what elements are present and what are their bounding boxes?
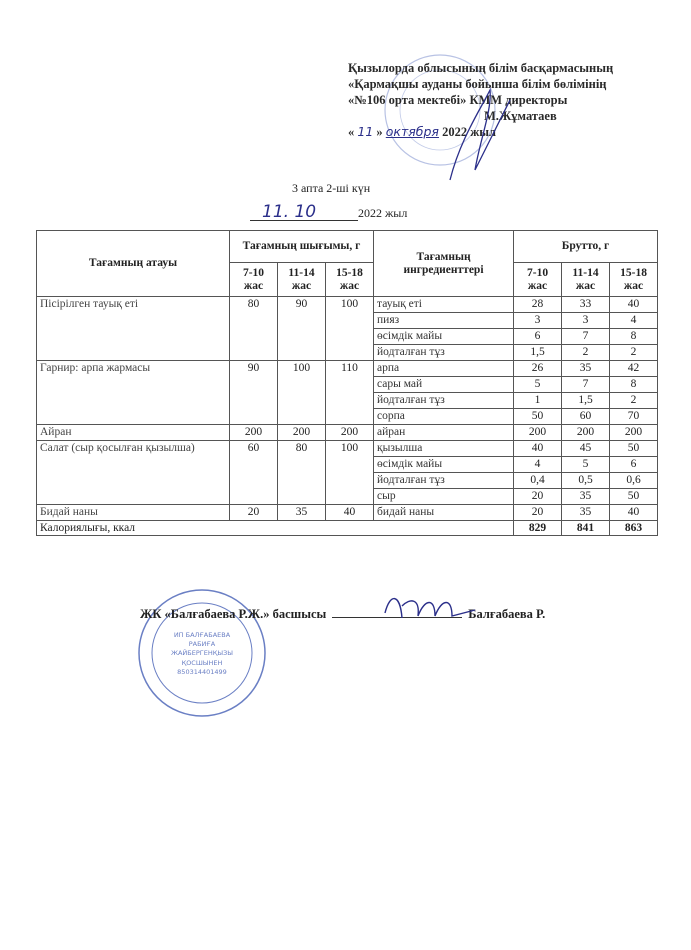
brutto-value: 2 bbox=[610, 393, 658, 409]
dish-output: 90 bbox=[278, 297, 326, 361]
menu-date-year: 2022 жыл bbox=[358, 206, 408, 220]
brutto-value: 2 bbox=[562, 345, 610, 361]
age-group: 15-18 жас bbox=[610, 263, 658, 297]
header-brutto: Брутто, г bbox=[514, 231, 658, 263]
dish-output: 80 bbox=[230, 297, 278, 361]
age-group: 7-10 жас bbox=[230, 263, 278, 297]
brutto-value: 5 bbox=[514, 377, 562, 393]
ingredient-name: йодталған тұз bbox=[374, 345, 514, 361]
menu-date bbox=[250, 204, 407, 221]
dish-output: 100 bbox=[278, 361, 326, 425]
brutto-value: 50 bbox=[610, 441, 658, 457]
age-group: 7-10 жас bbox=[514, 263, 562, 297]
stamp-line-4: ҚОСШЫНЕН bbox=[181, 659, 223, 667]
brutto-value: 0,4 bbox=[514, 473, 562, 489]
stamp-line-1: ИП БАЛҒАБАЕВА bbox=[173, 631, 231, 639]
dish-name: Салат (сыр қосылған қызылша) bbox=[37, 441, 230, 505]
brutto-value: 4 bbox=[610, 313, 658, 329]
header-dish: Тағамның атауы bbox=[37, 231, 230, 297]
brutto-value: 45 bbox=[562, 441, 610, 457]
ingredient-name: өсімдік майы bbox=[374, 329, 514, 345]
approval-line-2: «Қармақшы ауданы бойынша білім бөлімінің bbox=[348, 77, 607, 91]
calories-label: Калориялығы, ккал bbox=[37, 521, 514, 536]
brutto-value: 8 bbox=[610, 329, 658, 345]
brutto-value: 0,6 bbox=[610, 473, 658, 489]
brutto-value: 6 bbox=[610, 457, 658, 473]
dish-output: 100 bbox=[326, 297, 374, 361]
stamp-line-2: РАБИҒА bbox=[188, 640, 216, 648]
brutto-value: 28 bbox=[514, 297, 562, 313]
dish-output: 40 bbox=[326, 505, 374, 521]
brutto-value: 200 bbox=[610, 425, 658, 441]
date-close-quote: » bbox=[376, 125, 383, 139]
menu-date-handwritten: 11. 10 bbox=[250, 204, 358, 221]
brutto-value: 1,5 bbox=[514, 345, 562, 361]
brutto-value: 42 bbox=[610, 361, 658, 377]
brutto-value: 35 bbox=[562, 505, 610, 521]
calories-value: 829 bbox=[514, 521, 562, 536]
table-row bbox=[37, 505, 658, 521]
ingredient-name: өсімдік майы bbox=[374, 457, 514, 473]
dish-name: Гарнир: арпа жармасы bbox=[37, 361, 230, 425]
brutto-value: 1 bbox=[514, 393, 562, 409]
brutto-value: 3 bbox=[562, 313, 610, 329]
brutto-value: 200 bbox=[562, 425, 610, 441]
table-row bbox=[37, 441, 658, 457]
brutto-value: 40 bbox=[514, 441, 562, 457]
dish-output: 100 bbox=[326, 441, 374, 505]
dish-name: Бидай наны bbox=[37, 505, 230, 521]
date-open-quote: « bbox=[348, 125, 355, 139]
age-group: 11-14 жас bbox=[562, 263, 610, 297]
stamp-line-3: ЖАЙБЕРГЕНҚЫЗЫ bbox=[170, 649, 234, 657]
brutto-value: 35 bbox=[562, 489, 610, 505]
week-day-label: 3 апта 2-ші күн bbox=[292, 181, 371, 195]
brutto-value: 7 bbox=[562, 329, 610, 345]
approval-line-1: Қызылорда облысының білім басқармасының bbox=[348, 61, 614, 75]
brutto-value: 40 bbox=[610, 505, 658, 521]
director-signature bbox=[430, 80, 520, 190]
brutto-value: 26 bbox=[514, 361, 562, 377]
ingredient-name: арпа bbox=[374, 361, 514, 377]
ingredient-name: сорпа bbox=[374, 409, 514, 425]
brutto-value: 5 bbox=[562, 457, 610, 473]
header-output: Тағамның шығымы, г bbox=[230, 231, 374, 263]
ingredient-name: айран bbox=[374, 425, 514, 441]
brutto-value: 0,5 bbox=[562, 473, 610, 489]
dish-output: 200 bbox=[230, 425, 278, 441]
ingredient-name: бидай наны bbox=[374, 505, 514, 521]
age-group: 11-14 жас bbox=[278, 263, 326, 297]
calories-value: 863 bbox=[610, 521, 658, 536]
brutto-value: 60 bbox=[562, 409, 610, 425]
ingredient-name: сыр bbox=[374, 489, 514, 505]
dish-output: 90 bbox=[230, 361, 278, 425]
footer-left-text: ЖК «Балғабаева Р.Ж.» басшысы bbox=[140, 607, 327, 621]
dish-output: 80 bbox=[278, 441, 326, 505]
dish-output: 200 bbox=[278, 425, 326, 441]
dish-output: 200 bbox=[326, 425, 374, 441]
brutto-value: 20 bbox=[514, 505, 562, 521]
brutto-value: 4 bbox=[514, 457, 562, 473]
dish-name: Пісірілген тауық еті bbox=[37, 297, 230, 361]
ingredient-name: йодталған тұз bbox=[374, 393, 514, 409]
age-group: 15-18 жас bbox=[326, 263, 374, 297]
brutto-value: 8 bbox=[610, 377, 658, 393]
table-row bbox=[37, 425, 658, 441]
table-row bbox=[37, 297, 658, 313]
menu-table bbox=[36, 230, 658, 536]
dish-name: Айран bbox=[37, 425, 230, 441]
brutto-value: 7 bbox=[562, 377, 610, 393]
header-ingredients: Тағамның ингредиенттері bbox=[374, 231, 514, 297]
calories-row bbox=[37, 521, 658, 536]
approval-year: 2022 жыл bbox=[442, 125, 497, 139]
dish-output: 20 bbox=[230, 505, 278, 521]
approval-month: октября bbox=[385, 124, 439, 139]
brutto-value: 40 bbox=[610, 297, 658, 313]
approval-line-3: «№106 орта мектебі» КММ директоры bbox=[348, 93, 568, 107]
dish-output: 35 bbox=[278, 505, 326, 521]
approval-director-name: М.Жұматаев bbox=[484, 109, 557, 123]
brutto-value: 1,5 bbox=[562, 393, 610, 409]
brutto-value: 35 bbox=[562, 361, 610, 377]
brutto-value: 20 bbox=[514, 489, 562, 505]
ingredient-name: тауық еті bbox=[374, 297, 514, 313]
dish-output: 60 bbox=[230, 441, 278, 505]
ingredient-name: сары май bbox=[374, 377, 514, 393]
brutto-value: 6 bbox=[514, 329, 562, 345]
brutto-value: 50 bbox=[610, 489, 658, 505]
ingredient-name: қызылша bbox=[374, 441, 514, 457]
brutto-value: 33 bbox=[562, 297, 610, 313]
manager-signature bbox=[380, 588, 480, 628]
brutto-value: 2 bbox=[610, 345, 658, 361]
ingredient-name: пияз bbox=[374, 313, 514, 329]
ingredient-name: йодталған тұз bbox=[374, 473, 514, 489]
calories-value: 841 bbox=[562, 521, 610, 536]
brutto-value: 50 bbox=[514, 409, 562, 425]
brutto-value: 3 bbox=[514, 313, 562, 329]
brutto-value: 70 bbox=[610, 409, 658, 425]
table-row bbox=[37, 361, 658, 377]
approval-day: 11 bbox=[357, 124, 374, 139]
footer-signature-line bbox=[140, 607, 545, 622]
footer-right-text: Балғабаева Р. bbox=[468, 607, 546, 621]
dish-output: 110 bbox=[326, 361, 374, 425]
stamp-line-5: 850314401499 bbox=[177, 668, 227, 676]
brutto-value: 200 bbox=[514, 425, 562, 441]
